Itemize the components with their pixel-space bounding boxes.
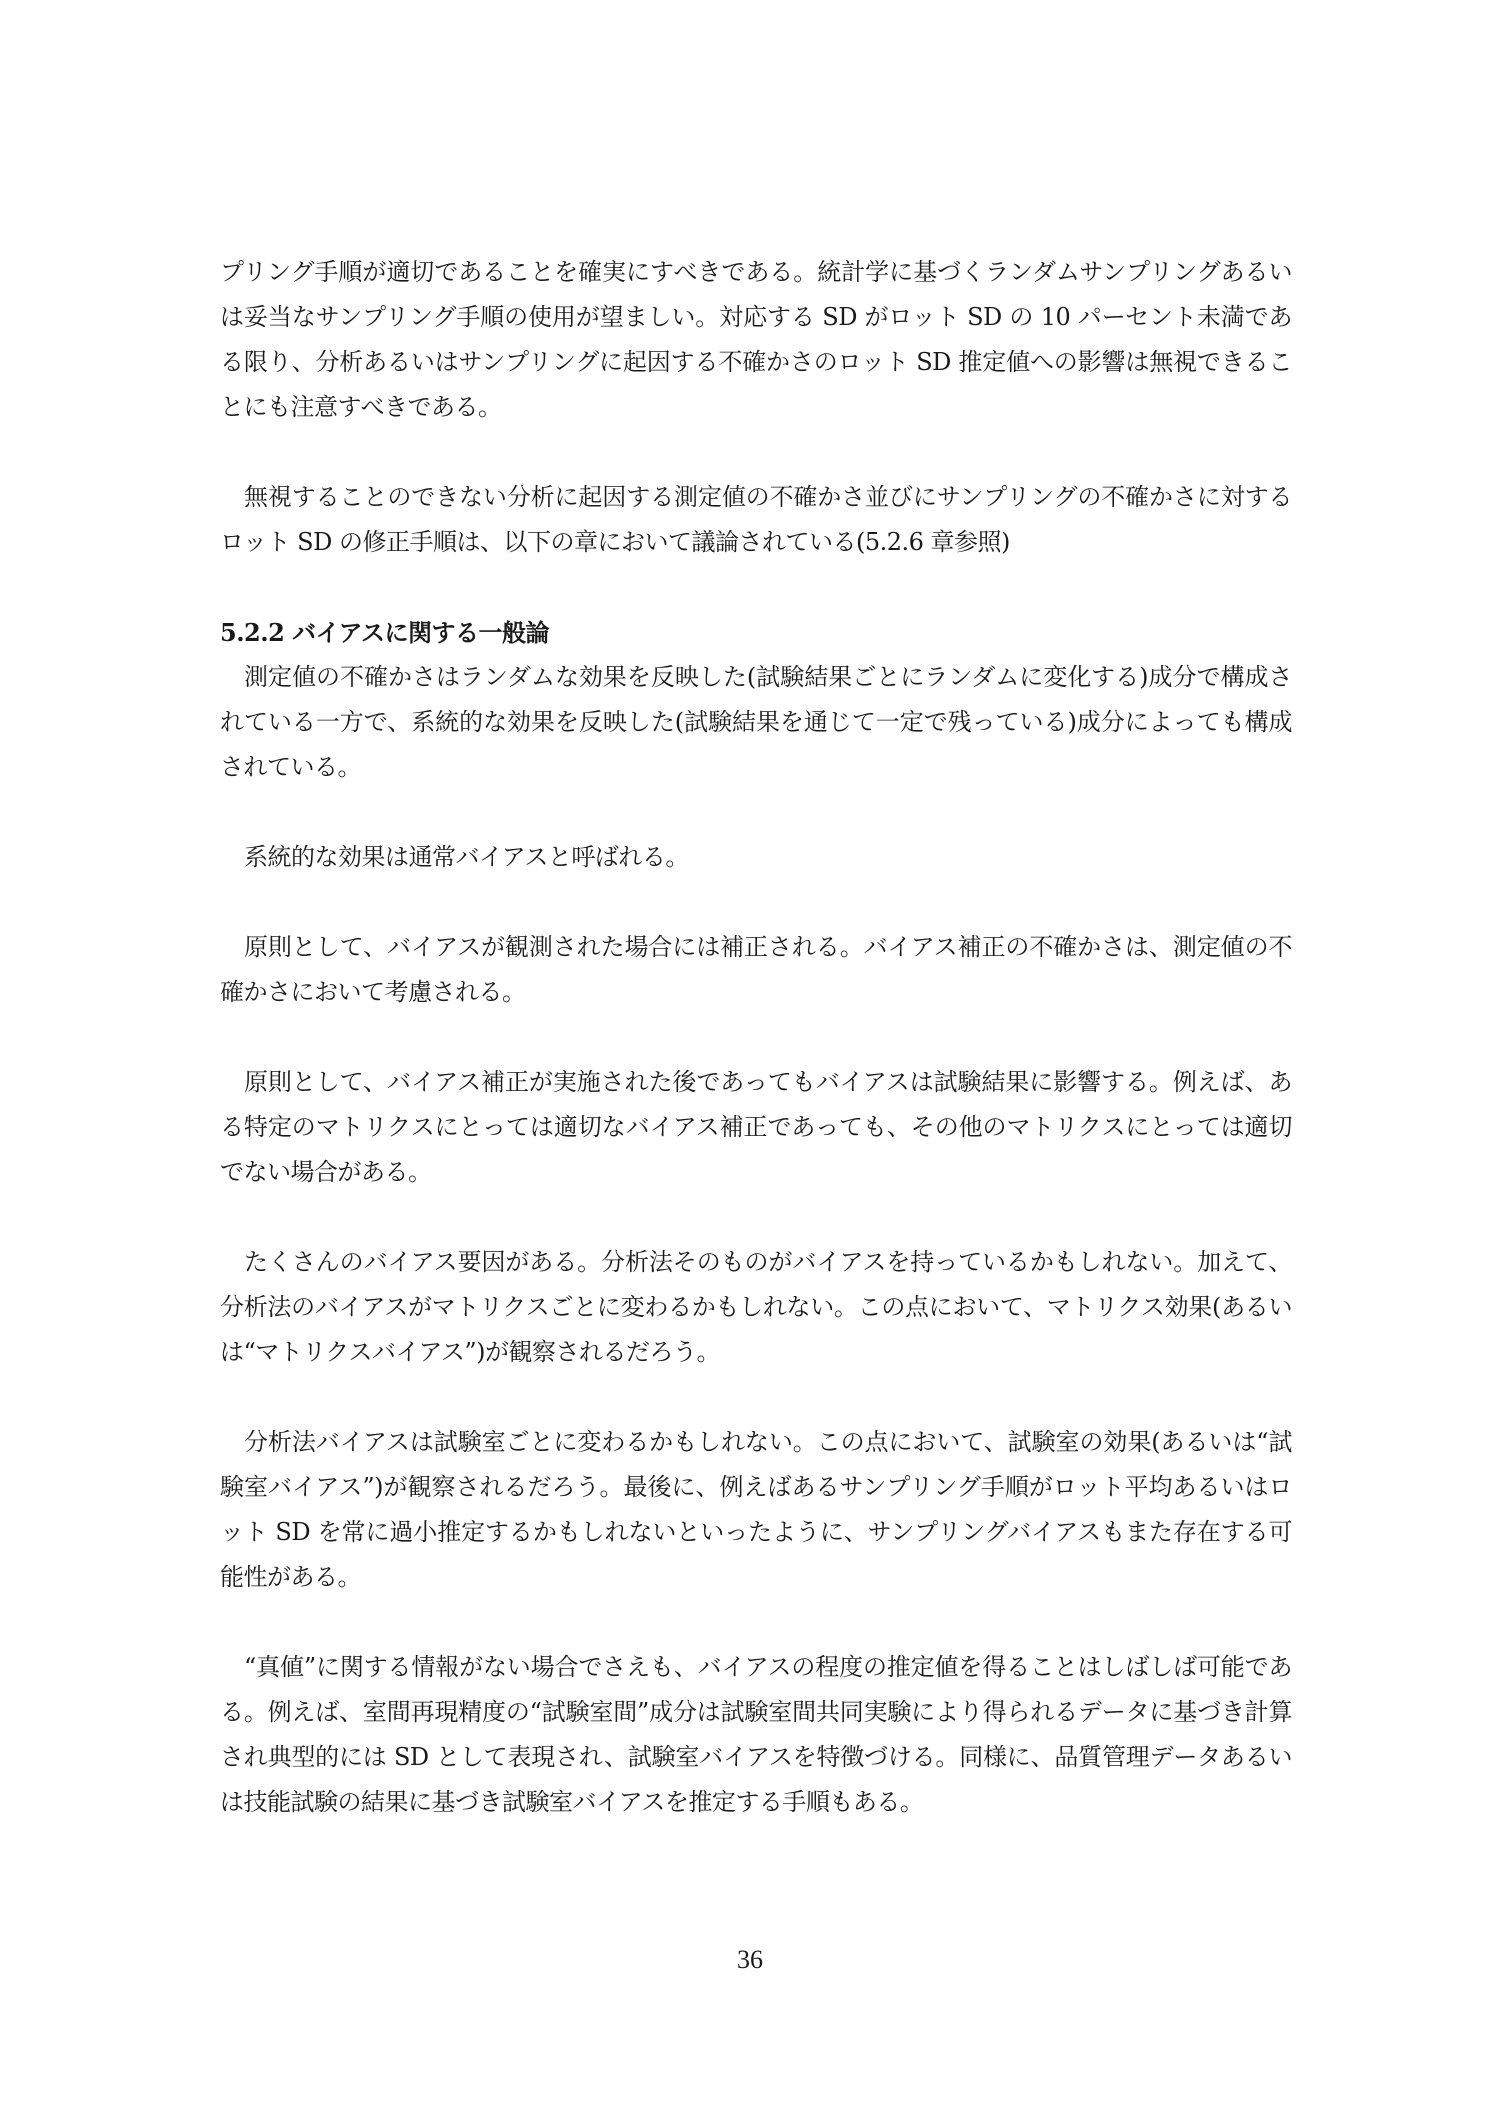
section-heading: 5.2.2 バイアスに関する一般論 — [220, 618, 549, 647]
paragraph-sampling-procedure: プリング手順が適切であることを確実にすべきである。統計学に基づくランダムサンプリングあるいは妥当なサンプリング手順の使用が望ましい。対応する SD がロット SD の 10 パーセント未満である限り、分析あるいはサンプリングに起因する不確かさのロット SD 推定値への影響は無視できることにも注意すべきである。 — [220, 258, 1292, 421]
page-number: 36 — [737, 1945, 763, 1974]
paragraph-bias-sources: たくさんのバイアス要因がある。分析法そのものがバイアスを持っているかもしれない。加えて、分析法のバイアスがマトリクスごとに変わるかもしれない。この点において、マトリクス効果(あるいは“マトリクスバイアス”)が観察されるだろう。 — [220, 1248, 1292, 1366]
paragraph-systematic-effect: 系統的な効果は通常バイアスと呼ばれる。 — [244, 843, 689, 871]
paragraph-lot-sd-correction: 無視することのできない分析に起因する測定値の不確かさ並びにサンプリングの不確かさに対するロット SD の修正手順は、以下の章において議論されている(5.2.6 章参照) — [220, 483, 1292, 556]
document-body — [220, 250, 1292, 1825]
paragraph-laboratory-bias: 分析法バイアスは試験室ごとに変わるかもしれない。この点において、試験室の効果(あるいは“試験室バイアス”)が観察されるだろう。最後に、例えばあるサンプリング手順がロット平均あるいはロット SD を常に過小推定するかもしれないといったように、サンプリングバイアスもまた存在する可能性がある。 — [220, 1428, 1292, 1591]
paragraph-bias-correction: 原則として、バイアスが観測された場合には補正される。バイアス補正の不確かさは、測定値の不確かさにおいて考慮される。 — [220, 933, 1292, 1006]
paragraph-true-value-estimate: “真値”に関する情報がない場合でさえも、バイアスの程度の推定値を得ることはしばしば可能である。例えば、室間再現精度の“試験室間”成分は試験室間共同実験により得られるデータに基づき計算され典型的には SD として表現され、試験室バイアスを特徴づける。同様に、品質管理データあるいは技能試験の結果に基づき試験室バイアスを推定する手順もある。 — [220, 1653, 1292, 1816]
paragraph-bias-after-correction: 原則として、バイアス補正が実施された後であってもバイアスは試験結果に影響する。例えば、ある特定のマトリクスにとっては適切なバイアス補正であっても、その他のマトリクスにとっては適切でない場合がある。 — [220, 1068, 1292, 1186]
paragraph-measurement-uncertainty: 測定値の不確かさはランダムな効果を反映した(試験結果ごとにランダムに変化する)成分で構成されている一方で、系統的な効果を反映した(試験結果を通じて一定で残っている)成分によっても構成されている。 — [220, 663, 1292, 781]
